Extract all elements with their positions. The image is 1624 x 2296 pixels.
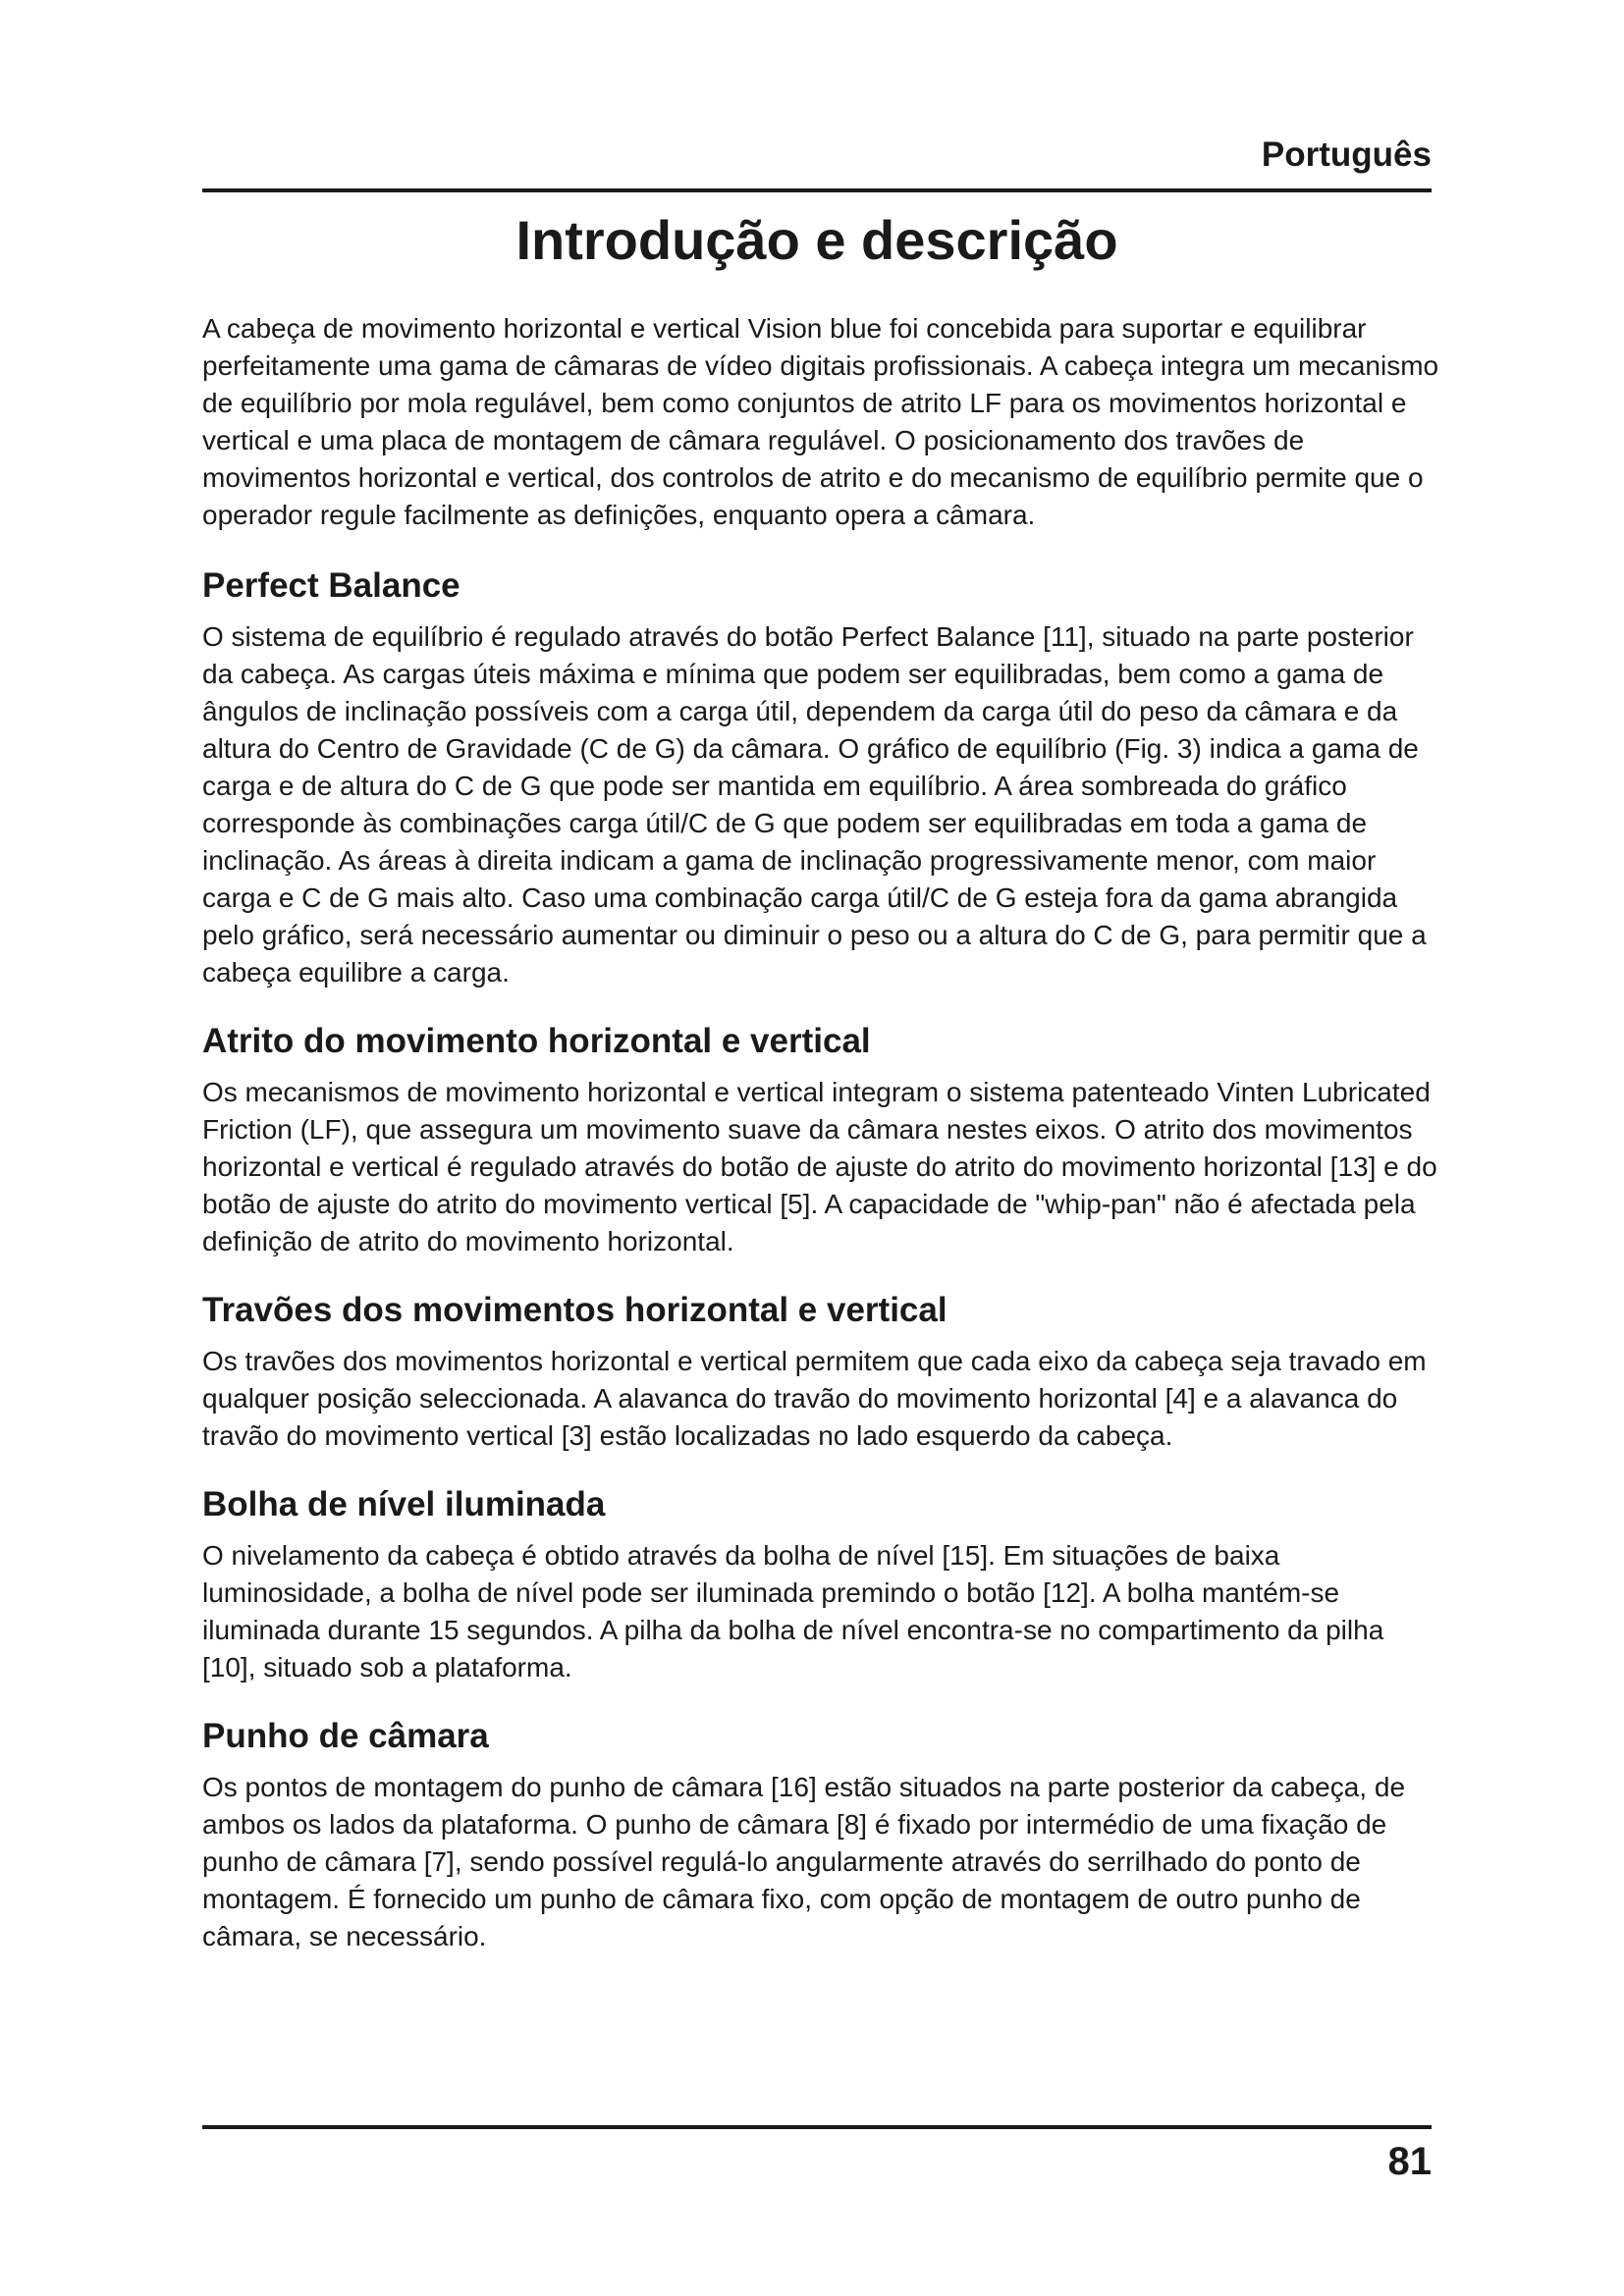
section-illuminated-level-bubble xyxy=(202,1484,1439,1686)
section-heading: Travões dos movimentos horizontal e vertical xyxy=(202,1291,947,1329)
section-heading: Perfect Balance xyxy=(202,566,460,605)
document-body xyxy=(202,310,1439,1985)
section-paragraph: Os mecanismos de movimento horizontal e vertical integram o sistema patenteado Vinten Lubricated Friction (LF), que assegura um movimento suave da câmara nestes eixos. O atrito dos movimentos horizontal e vertical é regulado através do botão de ajuste do atrito do movimento horizontal [13] e do botão de ajuste do atrito do movimento vertical [5]. A capacidade de "whip-pan" não é afectada pela definição de atrito do movimento horizontal. xyxy=(202,1077,1437,1256)
section-perfect-balance xyxy=(202,565,1439,991)
section-paragraph: Os pontos de montagem do punho de câmara [16] estão situados na parte posterior da cabeça, de ambos os lados da plataforma. O punho de câmara [8] é fixado por intermédio de uma fixação de punho de câmara [7], sendo possível regulá-lo angularmente através do serrilhado do ponto de montagem. É fornecido um punho de câmara fixo, com opção de montagem de outro punho de câmara, se necessário. xyxy=(202,1772,1406,1951)
footer-rule xyxy=(202,2125,1432,2129)
section-paragraph: O nivelamento da cabeça é obtido através da bolha de nível [15]. Em situações de baixa luminosidade, a bolha de nível pode ser iluminada premindo o botão [12]. A bolha mantém-se iluminada durante 15 segundos. A pilha da bolha de nível encontra-se no compartimento da pilha [10], situado sob a plataforma. xyxy=(202,1540,1384,1682)
section-paragraph: O sistema de equilíbrio é regulado através do botão Perfect Balance [11], situado na parte posterior da cabeça. As cargas úteis máxima e mínima que podem ser equilibradas, bem como a gama de ângulos de inclinação possíveis com a carga útil, dependem da carga útil do peso da câmara e da altura do Centro de Gravidade (C de G) da câmara. O gráfico de equilíbrio (Fig. 3) indica a gama de carga e de altura do C de G que pode ser mantida em equilíbrio. A área sombreada do gráfico corresponde às combinações carga útil/C de G que podem ser equilibradas em toda a gama de inclinação. As áreas à direita indicam a gama de inclinação progressivamente menor, com maior carga e C de G mais alto. Caso uma combinação carga útil/C de G esteja fora da gama abrangida pelo gráfico, será necessário aumentar ou diminuir o peso ou a altura do C de G, para permitir que a cabeça equilibre a carga. xyxy=(202,621,1427,988)
intro-paragraph: A cabeça de movimento horizontal e vertical Vision blue foi concebida para suportar e equilibrar perfeitamente uma gama de câmaras de vídeo digitais profissionais. A cabeça integra um mecanismo de equilíbrio por mola regulável, bem como conjuntos de atrito LF para os movimentos horizontal e vertical e uma placa de montagem de câmara regulável. O posicionamento dos travões de movimentos horizontal e vertical, dos controlos de atrito e do mecanismo de equilíbrio permite que o operador regule facilmente as definições, enquanto opera a câmara. xyxy=(202,313,1439,530)
page-title: Introdução e descrição xyxy=(515,209,1118,271)
section-heading: Punho de câmara xyxy=(202,1717,489,1755)
language-label: Português xyxy=(1261,135,1432,174)
section-camera-handle xyxy=(202,1716,1439,1955)
section-heading: Atrito do movimento horizontal e vertical xyxy=(202,1022,871,1060)
section-pan-tilt-friction xyxy=(202,1021,1439,1260)
section-paragraph: Os travões dos movimentos horizontal e vertical permitem que cada eixo da cabeça seja travado em qualquer posição seleccionada. A alavanca do travão do movimento horizontal [4] e a alavanca do travão do movimento vertical [3] estão localizadas no lado esquerdo da cabeça. xyxy=(202,1346,1427,1451)
page-number: 81 xyxy=(1387,2140,1432,2183)
header-rule xyxy=(202,188,1432,192)
section-heading: Bolha de nível iluminada xyxy=(202,1485,606,1523)
section-pan-tilt-brakes xyxy=(202,1290,1439,1455)
